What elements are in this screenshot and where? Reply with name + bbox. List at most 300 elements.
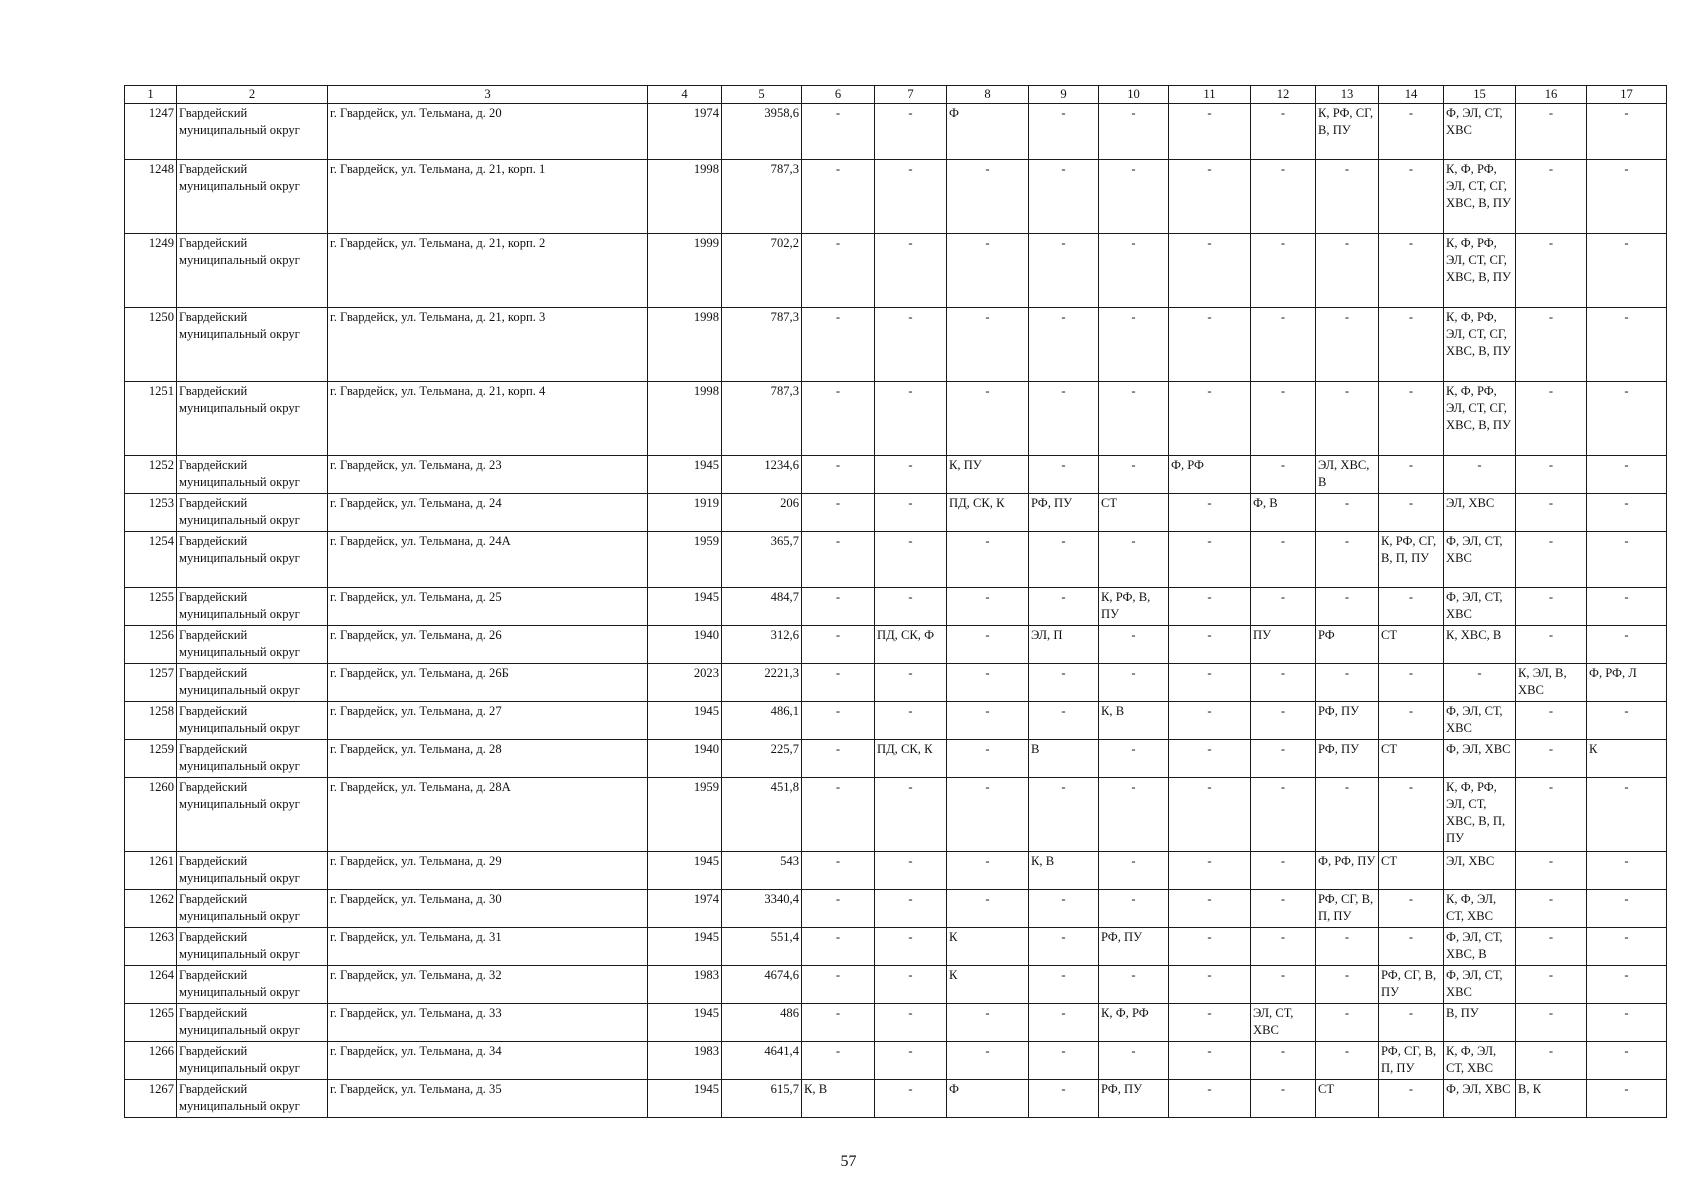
cell-col-16: - [1516, 234, 1587, 308]
cell-col-11: - [1169, 664, 1251, 702]
cell-col-1: 1265 [125, 1004, 177, 1042]
cell-col-4: 1983 [648, 966, 722, 1004]
cell-col-7: - [875, 890, 947, 928]
cell-col-2: Гвардейский муниципальный округ [177, 1004, 328, 1042]
cell-col-10: СТ [1099, 494, 1169, 532]
cell-col-2: Гвардейский муниципальный округ [177, 234, 328, 308]
cell-col-4: 1998 [648, 308, 722, 382]
cell-col-9: - [1029, 104, 1099, 160]
column-header-14: 14 [1379, 86, 1444, 104]
cell-col-6: - [802, 1042, 875, 1080]
cell-col-12: ЭЛ, СТ, ХВС [1251, 1004, 1316, 1042]
cell-col-13: К, РФ, СГ, В, ПУ [1316, 104, 1379, 160]
cell-col-3: г. Гвардейск, ул. Тельмана, д. 27 [328, 702, 648, 740]
cell-col-11: - [1169, 382, 1251, 456]
cell-col-13: - [1316, 966, 1379, 1004]
cell-col-1: 1252 [125, 456, 177, 494]
column-header-11: 11 [1169, 86, 1251, 104]
table-row [125, 928, 1667, 966]
cell-col-6: - [802, 104, 875, 160]
cell-col-3: г. Гвардейск, ул. Тельмана, д. 21, корп. 4 [328, 382, 648, 456]
cell-col-6: - [802, 702, 875, 740]
cell-col-6: - [802, 160, 875, 234]
cell-col-15: - [1444, 456, 1516, 494]
cell-col-15: ЭЛ, ХВС [1444, 852, 1516, 890]
cell-col-5: 2221,3 [722, 664, 802, 702]
cell-col-4: 1999 [648, 234, 722, 308]
cell-col-12: - [1251, 1042, 1316, 1080]
cell-col-3: г. Гвардейск, ул. Тельмана, д. 34 [328, 1042, 648, 1080]
cell-col-15: В, ПУ [1444, 1004, 1516, 1042]
table-row [125, 588, 1667, 626]
cell-col-2: Гвардейский муниципальный округ [177, 664, 328, 702]
table-row [125, 1042, 1667, 1080]
cell-col-9: - [1029, 1080, 1099, 1118]
cell-col-15: К, Ф, РФ, ЭЛ, СТ, ХВС, В, П, ПУ [1444, 778, 1516, 852]
cell-col-5: 615,7 [722, 1080, 802, 1118]
cell-col-5: 486,1 [722, 702, 802, 740]
cell-col-13: - [1316, 532, 1379, 588]
cell-col-8: К [947, 928, 1029, 966]
cell-col-15: К, ХВС, В [1444, 626, 1516, 664]
table-body [125, 104, 1667, 1118]
cell-col-15: Ф, ЭЛ, ХВС [1444, 740, 1516, 778]
cell-col-17: Ф, РФ, Л [1587, 664, 1667, 702]
cell-col-16: - [1516, 928, 1587, 966]
cell-col-5: 702,2 [722, 234, 802, 308]
cell-col-10: - [1099, 234, 1169, 308]
cell-col-6: - [802, 234, 875, 308]
cell-col-10: РФ, ПУ [1099, 1080, 1169, 1118]
cell-col-7: ПД, СК, К [875, 740, 947, 778]
cell-col-4: 1940 [648, 740, 722, 778]
header-row [125, 86, 1667, 104]
cell-col-7: - [875, 234, 947, 308]
cell-col-13: СТ [1316, 1080, 1379, 1118]
cell-col-13: - [1316, 308, 1379, 382]
cell-col-3: г. Гвардейск, ул. Тельмана, д. 31 [328, 928, 648, 966]
table-row [125, 740, 1667, 778]
cell-col-11: - [1169, 1042, 1251, 1080]
cell-col-4: 1959 [648, 778, 722, 852]
column-header-8: 8 [947, 86, 1029, 104]
column-header-1: 1 [125, 86, 177, 104]
cell-col-5: 206 [722, 494, 802, 532]
cell-col-8: - [947, 626, 1029, 664]
cell-col-10: РФ, ПУ [1099, 928, 1169, 966]
cell-col-14: - [1379, 160, 1444, 234]
cell-col-5: 365,7 [722, 532, 802, 588]
cell-col-8: Ф [947, 104, 1029, 160]
table-row [125, 104, 1667, 160]
cell-col-7: - [875, 382, 947, 456]
cell-col-4: 1983 [648, 1042, 722, 1080]
cell-col-7: - [875, 1042, 947, 1080]
cell-col-3: г. Гвардейск, ул. Тельмана, д. 21, корп. 3 [328, 308, 648, 382]
cell-col-14: РФ, СГ, В, ПУ [1379, 966, 1444, 1004]
cell-col-17: - [1587, 532, 1667, 588]
cell-col-13: - [1316, 1004, 1379, 1042]
cell-col-12: Ф, В [1251, 494, 1316, 532]
cell-col-8: - [947, 852, 1029, 890]
cell-col-17: - [1587, 456, 1667, 494]
cell-col-6: - [802, 626, 875, 664]
cell-col-3: г. Гвардейск, ул. Тельмана, д. 26 [328, 626, 648, 664]
cell-col-17: - [1587, 626, 1667, 664]
cell-col-11: - [1169, 778, 1251, 852]
table-row [125, 160, 1667, 234]
cell-col-13: - [1316, 928, 1379, 966]
cell-col-1: 1263 [125, 928, 177, 966]
cell-col-6: - [802, 494, 875, 532]
cell-col-12: - [1251, 664, 1316, 702]
cell-col-2: Гвардейский муниципальный округ [177, 928, 328, 966]
cell-col-9: - [1029, 890, 1099, 928]
cell-col-13: ЭЛ, ХВС, В [1316, 456, 1379, 494]
cell-col-6: - [802, 928, 875, 966]
cell-col-15: Ф, ЭЛ, СТ, ХВС [1444, 104, 1516, 160]
cell-col-10: - [1099, 664, 1169, 702]
cell-col-9: - [1029, 456, 1099, 494]
cell-col-15: К, Ф, ЭЛ, СТ, ХВС [1444, 890, 1516, 928]
cell-col-5: 551,4 [722, 928, 802, 966]
cell-col-12: - [1251, 104, 1316, 160]
cell-col-2: Гвардейский муниципальный округ [177, 966, 328, 1004]
cell-col-1: 1249 [125, 234, 177, 308]
cell-col-12: - [1251, 588, 1316, 626]
cell-col-9: - [1029, 308, 1099, 382]
cell-col-10: - [1099, 890, 1169, 928]
cell-col-8: К, ПУ [947, 456, 1029, 494]
cell-col-3: г. Гвардейск, ул. Тельмана, д. 20 [328, 104, 648, 160]
table-row [125, 494, 1667, 532]
cell-col-8: К [947, 966, 1029, 1004]
cell-col-15: Ф, ЭЛ, СТ, ХВС [1444, 588, 1516, 626]
table-row [125, 966, 1667, 1004]
cell-col-14: - [1379, 778, 1444, 852]
cell-col-4: 2023 [648, 664, 722, 702]
column-header-3: 3 [328, 86, 648, 104]
cell-col-1: 1266 [125, 1042, 177, 1080]
cell-col-3: г. Гвардейск, ул. Тельмана, д. 32 [328, 966, 648, 1004]
cell-col-7: - [875, 966, 947, 1004]
cell-col-17: К [1587, 740, 1667, 778]
cell-col-16: - [1516, 382, 1587, 456]
column-header-5: 5 [722, 86, 802, 104]
cell-col-9: В [1029, 740, 1099, 778]
cell-col-14: СТ [1379, 740, 1444, 778]
page-number: 57 [840, 1153, 857, 1170]
cell-col-7: - [875, 532, 947, 588]
cell-col-3: г. Гвардейск, ул. Тельмана, д. 26Б [328, 664, 648, 702]
cell-col-9: ЭЛ, П [1029, 626, 1099, 664]
column-header-7: 7 [875, 86, 947, 104]
cell-col-12: - [1251, 966, 1316, 1004]
cell-col-4: 1940 [648, 626, 722, 664]
cell-col-2: Гвардейский муниципальный округ [177, 456, 328, 494]
cell-col-1: 1248 [125, 160, 177, 234]
cell-col-17: - [1587, 308, 1667, 382]
cell-col-8: - [947, 890, 1029, 928]
column-header-12: 12 [1251, 86, 1316, 104]
cell-col-12: - [1251, 740, 1316, 778]
cell-col-4: 1974 [648, 104, 722, 160]
table-row [125, 1080, 1667, 1118]
cell-col-3: г. Гвардейск, ул. Тельмана, д. 24 [328, 494, 648, 532]
cell-col-7: - [875, 160, 947, 234]
cell-col-9: - [1029, 664, 1099, 702]
cell-col-16: К, ЭЛ, В, ХВС [1516, 664, 1587, 702]
table-row [125, 852, 1667, 890]
cell-col-2: Гвардейский муниципальный округ [177, 626, 328, 664]
cell-col-6: К, В [802, 1080, 875, 1118]
cell-col-4: 1919 [648, 494, 722, 532]
cell-col-11: - [1169, 626, 1251, 664]
cell-col-3: г. Гвардейск, ул. Тельмана, д. 25 [328, 588, 648, 626]
cell-col-12: - [1251, 890, 1316, 928]
cell-col-2: Гвардейский муниципальный округ [177, 588, 328, 626]
cell-col-15: ЭЛ, ХВС [1444, 494, 1516, 532]
cell-col-14: - [1379, 1004, 1444, 1042]
cell-col-2: Гвардейский муниципальный округ [177, 890, 328, 928]
cell-col-7: - [875, 494, 947, 532]
cell-col-9: - [1029, 532, 1099, 588]
cell-col-3: г. Гвардейск, ул. Тельмана, д. 35 [328, 1080, 648, 1118]
cell-col-5: 787,3 [722, 160, 802, 234]
cell-col-17: - [1587, 966, 1667, 1004]
cell-col-6: - [802, 966, 875, 1004]
table-row [125, 664, 1667, 702]
cell-col-7: - [875, 104, 947, 160]
cell-col-12: - [1251, 532, 1316, 588]
cell-col-9: РФ, ПУ [1029, 494, 1099, 532]
cell-col-1: 1262 [125, 890, 177, 928]
cell-col-11: - [1169, 740, 1251, 778]
cell-col-16: - [1516, 1004, 1587, 1042]
cell-col-17: - [1587, 1042, 1667, 1080]
cell-col-6: - [802, 588, 875, 626]
cell-col-11: - [1169, 104, 1251, 160]
cell-col-10: - [1099, 104, 1169, 160]
cell-col-17: - [1587, 382, 1667, 456]
cell-col-16: - [1516, 456, 1587, 494]
cell-col-15: - [1444, 664, 1516, 702]
cell-col-8: - [947, 778, 1029, 852]
cell-col-10: - [1099, 532, 1169, 588]
table-row [125, 308, 1667, 382]
cell-col-11: - [1169, 890, 1251, 928]
cell-col-7: - [875, 664, 947, 702]
cell-col-15: К, Ф, РФ, ЭЛ, СТ, СГ, ХВС, В, ПУ [1444, 382, 1516, 456]
cell-col-5: 4641,4 [722, 1042, 802, 1080]
cell-col-9: - [1029, 382, 1099, 456]
cell-col-12: - [1251, 308, 1316, 382]
cell-col-2: Гвардейский муниципальный округ [177, 532, 328, 588]
cell-col-7: ПД, СК, Ф [875, 626, 947, 664]
cell-col-7: - [875, 1004, 947, 1042]
cell-col-15: Ф, ЭЛ, ХВС [1444, 1080, 1516, 1118]
cell-col-11: - [1169, 702, 1251, 740]
cell-col-14: СТ [1379, 626, 1444, 664]
cell-col-2: Гвардейский муниципальный округ [177, 778, 328, 852]
cell-col-14: - [1379, 928, 1444, 966]
cell-col-4: 1998 [648, 382, 722, 456]
cell-col-6: - [802, 382, 875, 456]
cell-col-16: - [1516, 852, 1587, 890]
cell-col-17: - [1587, 588, 1667, 626]
cell-col-14: СТ [1379, 852, 1444, 890]
column-header-16: 16 [1516, 86, 1587, 104]
cell-col-7: - [875, 928, 947, 966]
cell-col-7: - [875, 1080, 947, 1118]
cell-col-3: г. Гвардейск, ул. Тельмана, д. 28 [328, 740, 648, 778]
cell-col-11: Ф, РФ [1169, 456, 1251, 494]
cell-col-8: - [947, 234, 1029, 308]
cell-col-1: 1256 [125, 626, 177, 664]
cell-col-13: Ф, РФ, ПУ [1316, 852, 1379, 890]
cell-col-7: - [875, 702, 947, 740]
cell-col-5: 312,6 [722, 626, 802, 664]
cell-col-10: - [1099, 1042, 1169, 1080]
cell-col-16: - [1516, 160, 1587, 234]
cell-col-4: 1998 [648, 160, 722, 234]
column-header-15: 15 [1444, 86, 1516, 104]
cell-col-12: - [1251, 778, 1316, 852]
column-header-10: 10 [1099, 86, 1169, 104]
cell-col-11: - [1169, 160, 1251, 234]
cell-col-4: 1974 [648, 890, 722, 928]
cell-col-3: г. Гвардейск, ул. Тельмана, д. 24А [328, 532, 648, 588]
cell-col-16: В, К [1516, 1080, 1587, 1118]
table-row [125, 456, 1667, 494]
cell-col-2: Гвардейский муниципальный округ [177, 740, 328, 778]
cell-col-6: - [802, 1004, 875, 1042]
cell-col-17: - [1587, 104, 1667, 160]
cell-col-3: г. Гвардейск, ул. Тельмана, д. 33 [328, 1004, 648, 1042]
cell-col-5: 486 [722, 1004, 802, 1042]
cell-col-11: - [1169, 1004, 1251, 1042]
cell-col-13: - [1316, 494, 1379, 532]
cell-col-9: - [1029, 1004, 1099, 1042]
cell-col-5: 451,8 [722, 778, 802, 852]
cell-col-2: Гвардейский муниципальный округ [177, 852, 328, 890]
cell-col-14: - [1379, 234, 1444, 308]
cell-col-13: - [1316, 664, 1379, 702]
cell-col-10: - [1099, 626, 1169, 664]
cell-col-5: 787,3 [722, 308, 802, 382]
cell-col-3: г. Гвардейск, ул. Тельмана, д. 21, корп. 2 [328, 234, 648, 308]
cell-col-6: - [802, 852, 875, 890]
cell-col-14: - [1379, 494, 1444, 532]
column-header-2: 2 [177, 86, 328, 104]
cell-col-11: - [1169, 308, 1251, 382]
cell-col-12: - [1251, 852, 1316, 890]
cell-col-3: г. Гвардейск, ул. Тельмана, д. 21, корп. 1 [328, 160, 648, 234]
cell-col-13: РФ, ПУ [1316, 702, 1379, 740]
cell-col-1: 1259 [125, 740, 177, 778]
cell-col-1: 1258 [125, 702, 177, 740]
cell-col-7: - [875, 456, 947, 494]
cell-col-2: Гвардейский муниципальный округ [177, 494, 328, 532]
cell-col-16: - [1516, 966, 1587, 1004]
cell-col-1: 1251 [125, 382, 177, 456]
cell-col-16: - [1516, 740, 1587, 778]
cell-col-7: - [875, 308, 947, 382]
cell-col-8: - [947, 160, 1029, 234]
cell-col-14: - [1379, 382, 1444, 456]
cell-col-7: - [875, 778, 947, 852]
cell-col-17: - [1587, 890, 1667, 928]
cell-col-2: Гвардейский муниципальный округ [177, 104, 328, 160]
column-header-6: 6 [802, 86, 875, 104]
table-row [125, 778, 1667, 852]
cell-col-13: - [1316, 1042, 1379, 1080]
cell-col-16: - [1516, 588, 1587, 626]
cell-col-4: 1945 [648, 1080, 722, 1118]
cell-col-12: - [1251, 702, 1316, 740]
table-header [125, 86, 1667, 104]
cell-col-6: - [802, 664, 875, 702]
cell-col-14: К, РФ, СГ, В, П, ПУ [1379, 532, 1444, 588]
cell-col-15: Ф, ЭЛ, СТ, ХВС [1444, 702, 1516, 740]
cell-col-10: - [1099, 852, 1169, 890]
table-row [125, 532, 1667, 588]
table-row [125, 702, 1667, 740]
cell-col-11: - [1169, 588, 1251, 626]
cell-col-9: - [1029, 928, 1099, 966]
cell-col-15: К, Ф, РФ, ЭЛ, СТ, СГ, ХВС, В, ПУ [1444, 234, 1516, 308]
cell-col-4: 1945 [648, 702, 722, 740]
cell-col-1: 1257 [125, 664, 177, 702]
cell-col-3: г. Гвардейск, ул. Тельмана, д. 30 [328, 890, 648, 928]
table-row [125, 1004, 1667, 1042]
cell-col-5: 484,7 [722, 588, 802, 626]
cell-col-5: 543 [722, 852, 802, 890]
cell-col-17: - [1587, 160, 1667, 234]
cell-col-15: К, Ф, РФ, ЭЛ, СТ, СГ, ХВС, В, ПУ [1444, 308, 1516, 382]
cell-col-8: - [947, 1004, 1029, 1042]
cell-col-10: К, В [1099, 702, 1169, 740]
cell-col-10: - [1099, 160, 1169, 234]
cell-col-16: - [1516, 104, 1587, 160]
cell-col-4: 1945 [648, 456, 722, 494]
cell-col-14: - [1379, 664, 1444, 702]
cell-col-1: 1267 [125, 1080, 177, 1118]
cell-col-2: Гвардейский муниципальный округ [177, 382, 328, 456]
cell-col-17: - [1587, 234, 1667, 308]
cell-col-17: - [1587, 852, 1667, 890]
cell-col-14: - [1379, 1080, 1444, 1118]
cell-col-2: Гвардейский муниципальный округ [177, 160, 328, 234]
cell-col-11: - [1169, 1080, 1251, 1118]
cell-col-14: - [1379, 588, 1444, 626]
cell-col-1: 1254 [125, 532, 177, 588]
cell-col-9: - [1029, 588, 1099, 626]
cell-col-11: - [1169, 852, 1251, 890]
cell-col-8: - [947, 740, 1029, 778]
cell-col-4: 1945 [648, 1004, 722, 1042]
cell-col-1: 1261 [125, 852, 177, 890]
cell-col-9: - [1029, 702, 1099, 740]
cell-col-3: г. Гвардейск, ул. Тельмана, д. 28А [328, 778, 648, 852]
cell-col-6: - [802, 740, 875, 778]
cell-col-16: - [1516, 308, 1587, 382]
cell-col-6: - [802, 308, 875, 382]
cell-col-10: - [1099, 382, 1169, 456]
cell-col-13: РФ, ПУ [1316, 740, 1379, 778]
cell-col-9: К, В [1029, 852, 1099, 890]
cell-col-17: - [1587, 1080, 1667, 1118]
